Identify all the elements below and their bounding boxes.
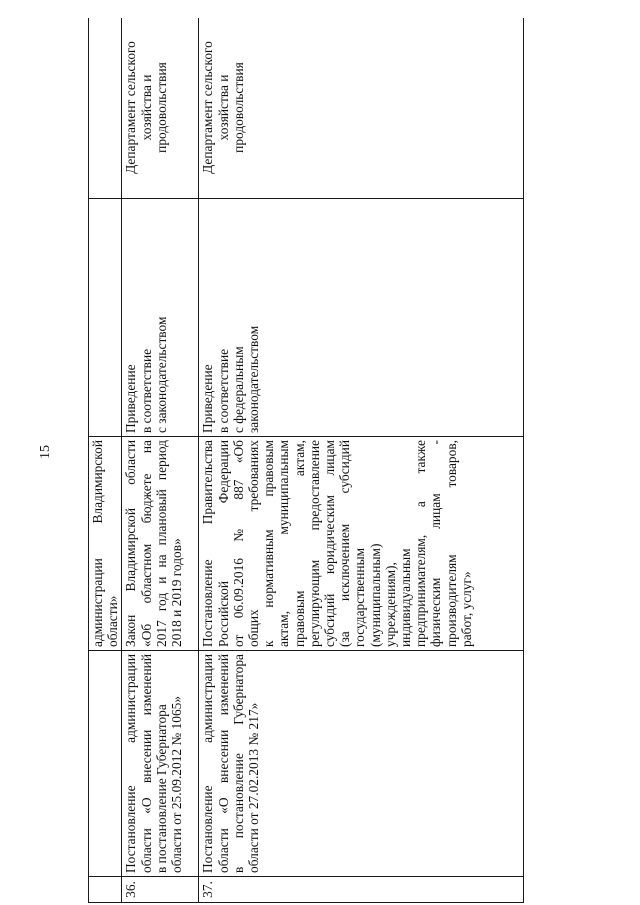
text-line: в соответствие [215, 348, 231, 433]
text-line: продовольствия [153, 62, 169, 153]
text-line: в соответствие [138, 348, 154, 433]
text-line: области «О внесении изменений [215, 654, 231, 873]
text-line: Постановление администрации [200, 654, 216, 873]
text-line: Постановление Правительства [200, 440, 216, 647]
text-line: регулирующим предоставление [306, 440, 322, 647]
text-line: к нормативным правовым [261, 440, 277, 647]
text-line: Департамент сельского [200, 41, 216, 174]
continuation-reason-cell [89, 199, 122, 437]
reason-cell [199, 199, 524, 437]
text-line: общих требованиях [246, 440, 262, 647]
text-line: области «О внесении изменений [138, 654, 154, 873]
page-number: 15 [38, 445, 53, 459]
plan-table [88, 18, 524, 903]
continuation-num-cell [89, 877, 122, 903]
text-line: «Об областном бюджете на [138, 440, 154, 647]
text-line: области от 25.09.2012 № 1065» [169, 695, 185, 873]
text-line: с законодательством [153, 316, 169, 433]
responsible-cell [199, 18, 524, 199]
document-cell [199, 437, 524, 651]
text-line: физическим лицам - [428, 440, 444, 647]
text-line: индивидуальным [398, 548, 414, 647]
continuation-row [89, 18, 122, 903]
continuation-responsible-cell [89, 18, 122, 199]
row-number: 36. [122, 877, 199, 903]
continuation-document-cell [89, 437, 122, 651]
act-cell [199, 651, 524, 877]
text-line: от 06.09.2016 № 887 «Об [230, 440, 246, 647]
table-row-37 [199, 18, 524, 903]
text-line: с федеральным [230, 346, 246, 433]
document-cell [122, 437, 199, 651]
text-line: в постановление Губернатора [230, 654, 246, 873]
text-line: области от 27.02.2013 № 217» [246, 702, 262, 873]
table-row-36 [122, 18, 199, 903]
text-line: производителям товаров, [443, 440, 459, 647]
text-line: работ, услуг» [458, 571, 474, 647]
text-line: Постановление администрации [123, 654, 139, 873]
text-line: Российской Федерации [215, 440, 231, 647]
text-line: правовым актам, [291, 440, 307, 647]
text-line: предпринимателям, а также [413, 440, 429, 647]
text-line: Приведение [123, 364, 139, 433]
reason-cell [122, 199, 199, 437]
text-line: в постановление Губернатора [153, 704, 169, 873]
act-cell [122, 651, 199, 877]
text-line: продовольствия [230, 62, 246, 153]
table-area [88, 18, 524, 903]
text-line: субсидий юридическим лицам [322, 440, 338, 647]
text-line: 2018 и 2019 годов» [169, 538, 185, 647]
text-line: государственным [352, 547, 368, 647]
text-line: (муниципальным) [367, 543, 383, 647]
text-line: Департамент сельского [123, 41, 139, 174]
text-line: Приведение [200, 364, 216, 433]
text-line: актам, муниципальным [276, 440, 292, 647]
row-number: 37. [199, 877, 524, 903]
text-line: Закон Владимирской области [123, 440, 139, 647]
text-line: 2017 год и на плановый период [153, 440, 169, 647]
text-line: законодательством [246, 325, 262, 433]
continuation-act-cell [89, 651, 122, 877]
text-line: хозяйства и [138, 74, 154, 141]
text-line: учреждениям), [382, 562, 398, 647]
text-line: области» [105, 595, 121, 647]
text-line: хозяйства и [215, 74, 231, 141]
rotated-table-frame [88, 18, 524, 903]
text-line: (за исключением субсидий [337, 440, 353, 647]
responsible-cell [122, 18, 199, 199]
text-line: администрации Владимирской [90, 440, 105, 647]
